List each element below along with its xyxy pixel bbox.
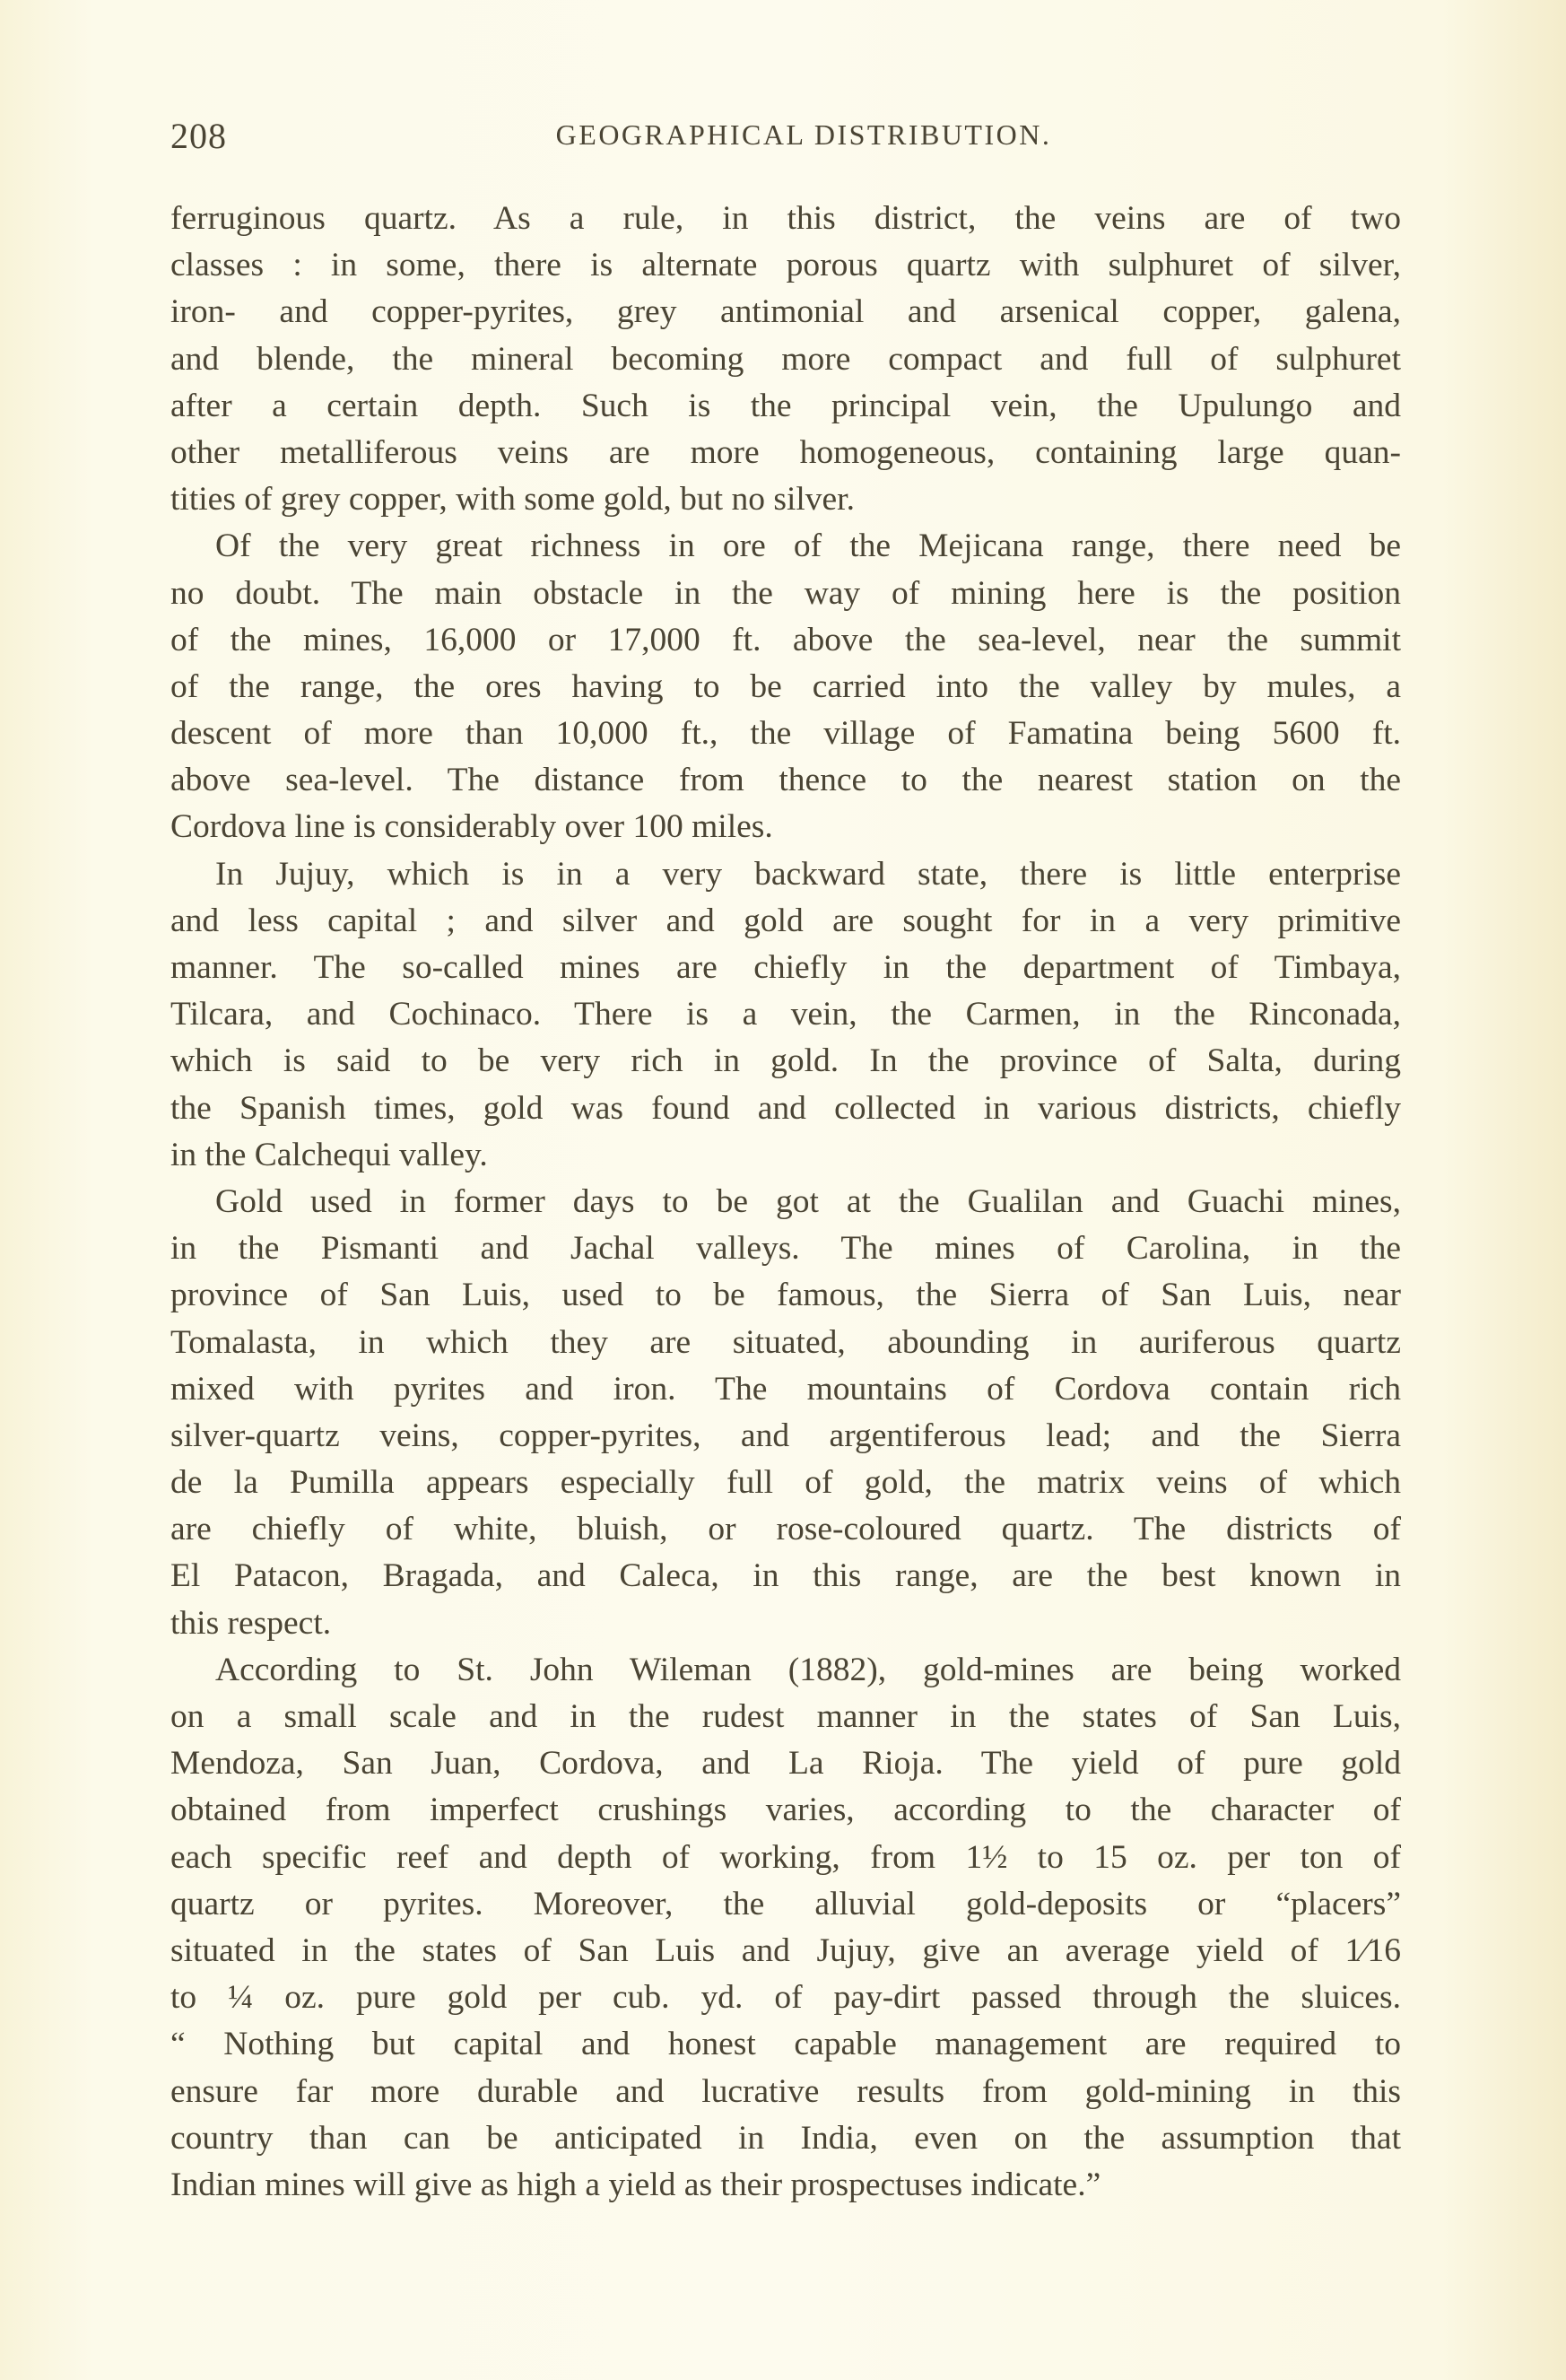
text-line: Tomalasta, in which they are situated, abounding in auriferous quartz — [170, 1323, 1401, 1361]
text-line: de la Pumilla appears especially full of gold, the matrix veins of which — [170, 1464, 1401, 1502]
text-line: According to St. John Wileman (1882), gold-mines are being worked — [215, 1651, 1401, 1688]
running-title: GEOGRAPHICAL DISTRIBUTION. — [555, 118, 1052, 151]
text-line: above sea-level. The distance from thence to the nearest station on the — [170, 762, 1401, 799]
text-line: on a small scale and in the rudest manner in the states of San Luis, — [170, 1698, 1401, 1735]
text-line: country than can be anticipated in India, even on the assumption that — [170, 2119, 1401, 2157]
text-line: no doubt. The main obstacle in the way of mining here is the position — [170, 574, 1401, 612]
text-line: quartz or pyrites. Moreover, the alluvial gold-deposits or “placers” — [170, 1885, 1401, 1922]
text-line: which is said to be very rich in gold. In the province of Salta, during — [170, 1042, 1401, 1080]
text-line: Mendoza, San Juan, Cordova, and La Rioja. The yield of pure gold — [170, 1745, 1401, 1783]
text-line: of the mines, 16,000 or 17,000 ft. above the sea-level, near the summit — [170, 621, 1401, 658]
text-line: and less capital ; and silver and gold are sought for in a very primitive — [170, 902, 1401, 939]
text-line: after a certain depth. Such is the principal vein, the Upulungo and — [170, 387, 1401, 424]
text-line: Gold used in former days to be got at the Gualilan and Guachi mines, — [215, 1182, 1401, 1220]
page-header — [170, 115, 1401, 160]
text-line: Tilcara, and Cochinaco. There is a vein, the Carmen, in the Rinconada, — [170, 996, 1401, 1033]
text-line: classes : in some, there is alternate porous quartz with sulphuret of silver, — [170, 247, 1401, 284]
text-line: Cordova line is considerably over 100 miles. — [170, 808, 773, 846]
text-line: are chiefly of white, bluish, or rose-coloured quartz. The districts of — [170, 1511, 1401, 1548]
text-line: mixed with pyrites and iron. The mountains of Cordova contain rich — [170, 1370, 1401, 1408]
text-line: Of the very great richness in ore of the Mejicana range, there need be — [215, 527, 1401, 565]
text-line: other metalliferous veins are more homogeneous, containing large quan- — [170, 433, 1401, 471]
text-line: situated in the states of San Luis and Jujuy, give an average yield of 1⁄16 — [170, 1931, 1401, 1969]
body-text — [170, 196, 1401, 2209]
text-line: iron- and copper-pyrites, grey antimonial and arsenical copper, galena, — [170, 293, 1401, 331]
text-line: Indian mines will give as high a yield as their prospectuses indicate.” — [170, 2166, 1101, 2203]
text-line: in the Calchequi valley. — [170, 1136, 488, 1173]
text-line: descent of more than 10,000 ft., the village of Famatina being 5600 ft. — [170, 715, 1401, 753]
text-line: ferruginous quartz. As a rule, in this district, the veins are of two — [170, 200, 1401, 237]
text-line: ensure far more durable and lucrative results from gold-mining in this — [170, 2072, 1401, 2110]
text-line: the Spanish times, gold was found and collected in various districts, chiefly — [170, 1089, 1401, 1127]
paragraph — [170, 1179, 1401, 1647]
paragraph — [170, 851, 1401, 1179]
text-line: of the range, the ores having to be carried into the valley by mules, a — [170, 667, 1401, 705]
text-line: tities of grey copper, with some gold, but no silver. — [170, 481, 855, 519]
paragraph — [170, 196, 1401, 523]
paragraph — [170, 523, 1401, 850]
paragraph — [170, 1647, 1401, 2209]
text-line: manner. The so-called mines are chiefly in the department of Timbaya, — [170, 949, 1401, 986]
text-line: and blende, the mineral becoming more compact and full of sulphuret — [170, 340, 1401, 378]
text-line: In Jujuy, which is in a very backward state, there is little enterprise — [215, 855, 1401, 893]
text-line: to ¼ oz. pure gold per cub. yd. of pay-dirt passed through the sluices. — [170, 1979, 1401, 2017]
text-line: “ Nothing but capital and honest capable management are required to — [170, 2026, 1401, 2063]
text-line: obtained from imperfect crushings varies, according to the character of — [170, 1792, 1401, 1829]
text-line: province of San Luis, used to be famous, the Sierra of San Luis, near — [170, 1277, 1401, 1314]
text-line: El Patacon, Bragada, and Caleca, in this range, are the best known in — [170, 1557, 1401, 1595]
page-number: 208 — [170, 116, 227, 156]
text-line: in the Pismanti and Jachal valleys. The mines of Carolina, in the — [170, 1230, 1401, 1268]
text-line: silver-quartz veins, copper-pyrites, and argentiferous lead; and the Sierra — [170, 1417, 1401, 1454]
text-line: each specific reef and depth of working, from 1½ to 15 oz. per ton of — [170, 1838, 1401, 1876]
text-line: this respect. — [170, 1604, 332, 1642]
